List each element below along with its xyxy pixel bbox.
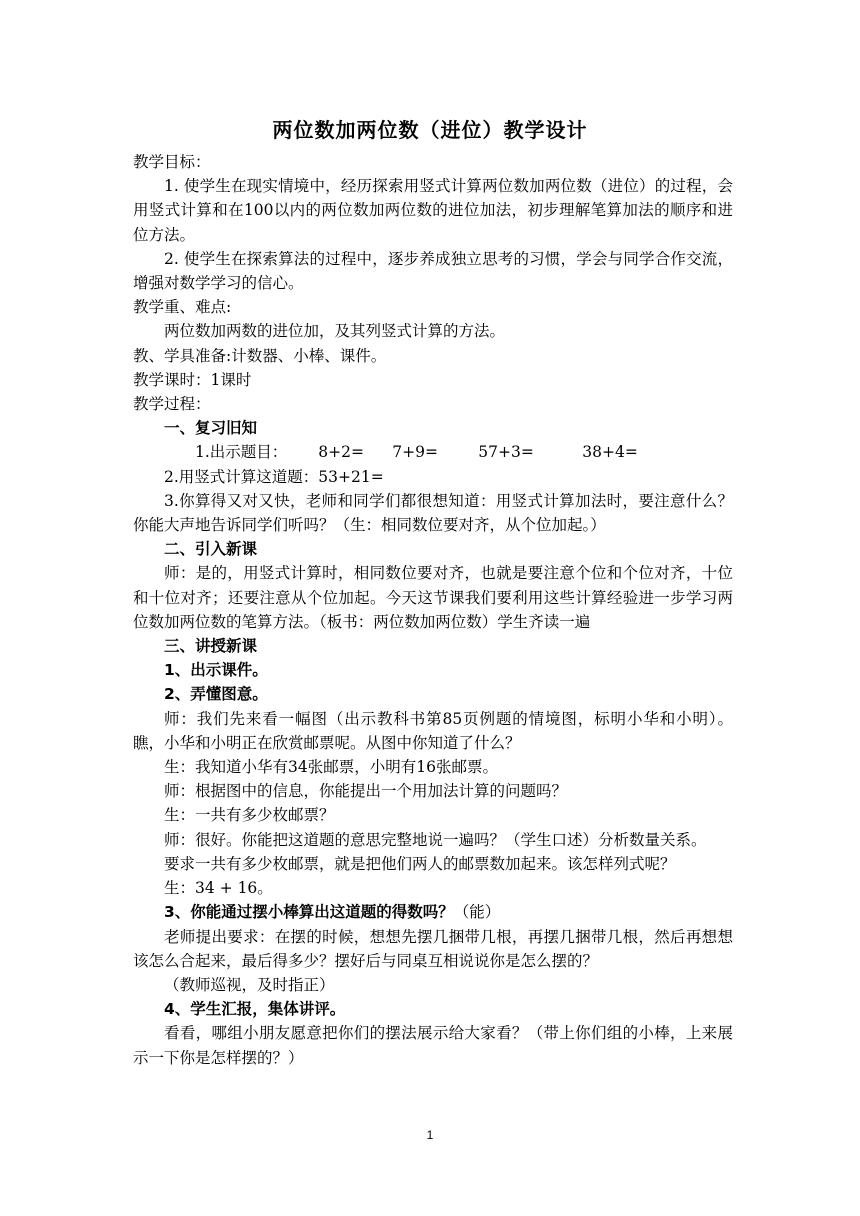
section-3-sub-4: 4、学生汇报，集体讲评。	[164, 1000, 346, 1019]
document-body	[133, 150, 733, 1070]
class-period-line: 教学课时：1课时	[133, 370, 252, 389]
page-number: 1	[426, 1128, 434, 1142]
section-1-heading: 一、复习旧知	[164, 419, 258, 438]
section-3-sub-3	[133, 900, 733, 924]
review-item-3: 3.你算得又对又快，老师和同学们都很想知道：用竖式计算加法时，要注意什么？你能大声地告诉同学们听吗？（生：相同数位要对齐，从个位加起。）	[133, 491, 733, 535]
dialogue-9: （教师巡视，及时指正）	[164, 975, 335, 994]
section-3-heading: 三、讲授新课	[164, 637, 258, 656]
review-question-1: 8+2=	[318, 443, 364, 462]
process-heading: 教学过程：	[133, 395, 211, 414]
section-2-text: 师：是的，用竖式计算时，相同数位要对齐，也就是要注意个位和个位对齐，十位和十位对齐；还要注意从个位加起。今天这节课我们要利用这些计算经验进一步学习两位数加两位数的笔算方法。（板书：两位数加两位数）学生齐读一遍	[133, 564, 733, 631]
dialogue-10: 看看，哪组小朋友愿意把你们的摆法展示给大家看？（带上你们组的小棒，上来展示一下你是怎样摆的？）	[133, 1024, 733, 1067]
review-item-2: 2.用竖式计算这道题：53+21=	[164, 467, 384, 486]
review-question-3: 57+3=	[478, 443, 534, 462]
review-question-2: 7+9=	[392, 443, 438, 462]
goal-2: 2. 使学生在探索算法的过程中，逐步养成独立思考的习惯，学会与同学合作交流，增强对数学学习的信心。	[133, 249, 733, 293]
dialogue-8: 老师提出要求：在摆的时候，想想先摆几捆带几根，再摆几捆带几根，然后再想想该怎么合起来，最后得多少？摆好后与同桌互相说说你是怎么摆的？	[133, 927, 733, 970]
dialogue-6: 要求一共有多少枚邮票，就是把他们两人的邮票数加起来。该怎样列式呢？	[164, 854, 676, 873]
dialogue-4: 生：一共有多少枚邮票？	[164, 806, 335, 825]
goal-1: 1. 使学生在现实情境中，经历探索用竖式计算两位数加两位数（进位）的过程，会用竖式计算和在100以内的两位数加两位数的进位加法，初步理解笔算加法的顺序和进位方法。	[133, 177, 733, 244]
page-title: 两位数加两位数（进位）教学设计	[272, 118, 588, 142]
section-3-sub-3-answer: （能）	[453, 903, 501, 922]
dialogue-2: 生：我知道小华有34张邮票，小明有16张邮票。	[164, 758, 498, 777]
dialogue-7: 生：34 + 16。	[164, 879, 273, 898]
review-question-4: 38+4=	[582, 443, 638, 462]
key-points-heading: 教学重、难点:	[133, 298, 232, 317]
dialogue-3: 师：根据图中的信息，你能提出一个用加法计算的问题吗？	[164, 782, 568, 801]
materials-line: 教、学具准备:计数器、小棒、课件。	[133, 346, 387, 365]
review-item-1-label: 1.出示题目：	[195, 443, 288, 462]
section-3-sub-2: 2、弄懂图意。	[164, 685, 268, 704]
dialogue-5: 师：很好。你能把这道题的意思完整地说一遍吗？（学生口述）分析数量关系。	[164, 830, 707, 849]
section-2-heading: 二、引入新课	[164, 540, 258, 559]
section-3-sub-1: 1、出示课件。	[164, 661, 268, 680]
section-3-sub-3-title: 3、你能通过摆小棒算出这道题的得数吗？	[164, 903, 454, 922]
key-points-text: 两位数加两数的进位加，及其列竖式计算的方法。	[164, 322, 506, 341]
review-item-1	[133, 440, 733, 464]
goals-heading: 教学目标：	[133, 153, 211, 171]
dialogue-1: 师：我们先来看一幅图（出示教科书第85页例题的情境图，标明小华和小明）。瞧，小华和小明正在欣赏邮票呢。从图中你知道了什么？	[133, 709, 733, 752]
